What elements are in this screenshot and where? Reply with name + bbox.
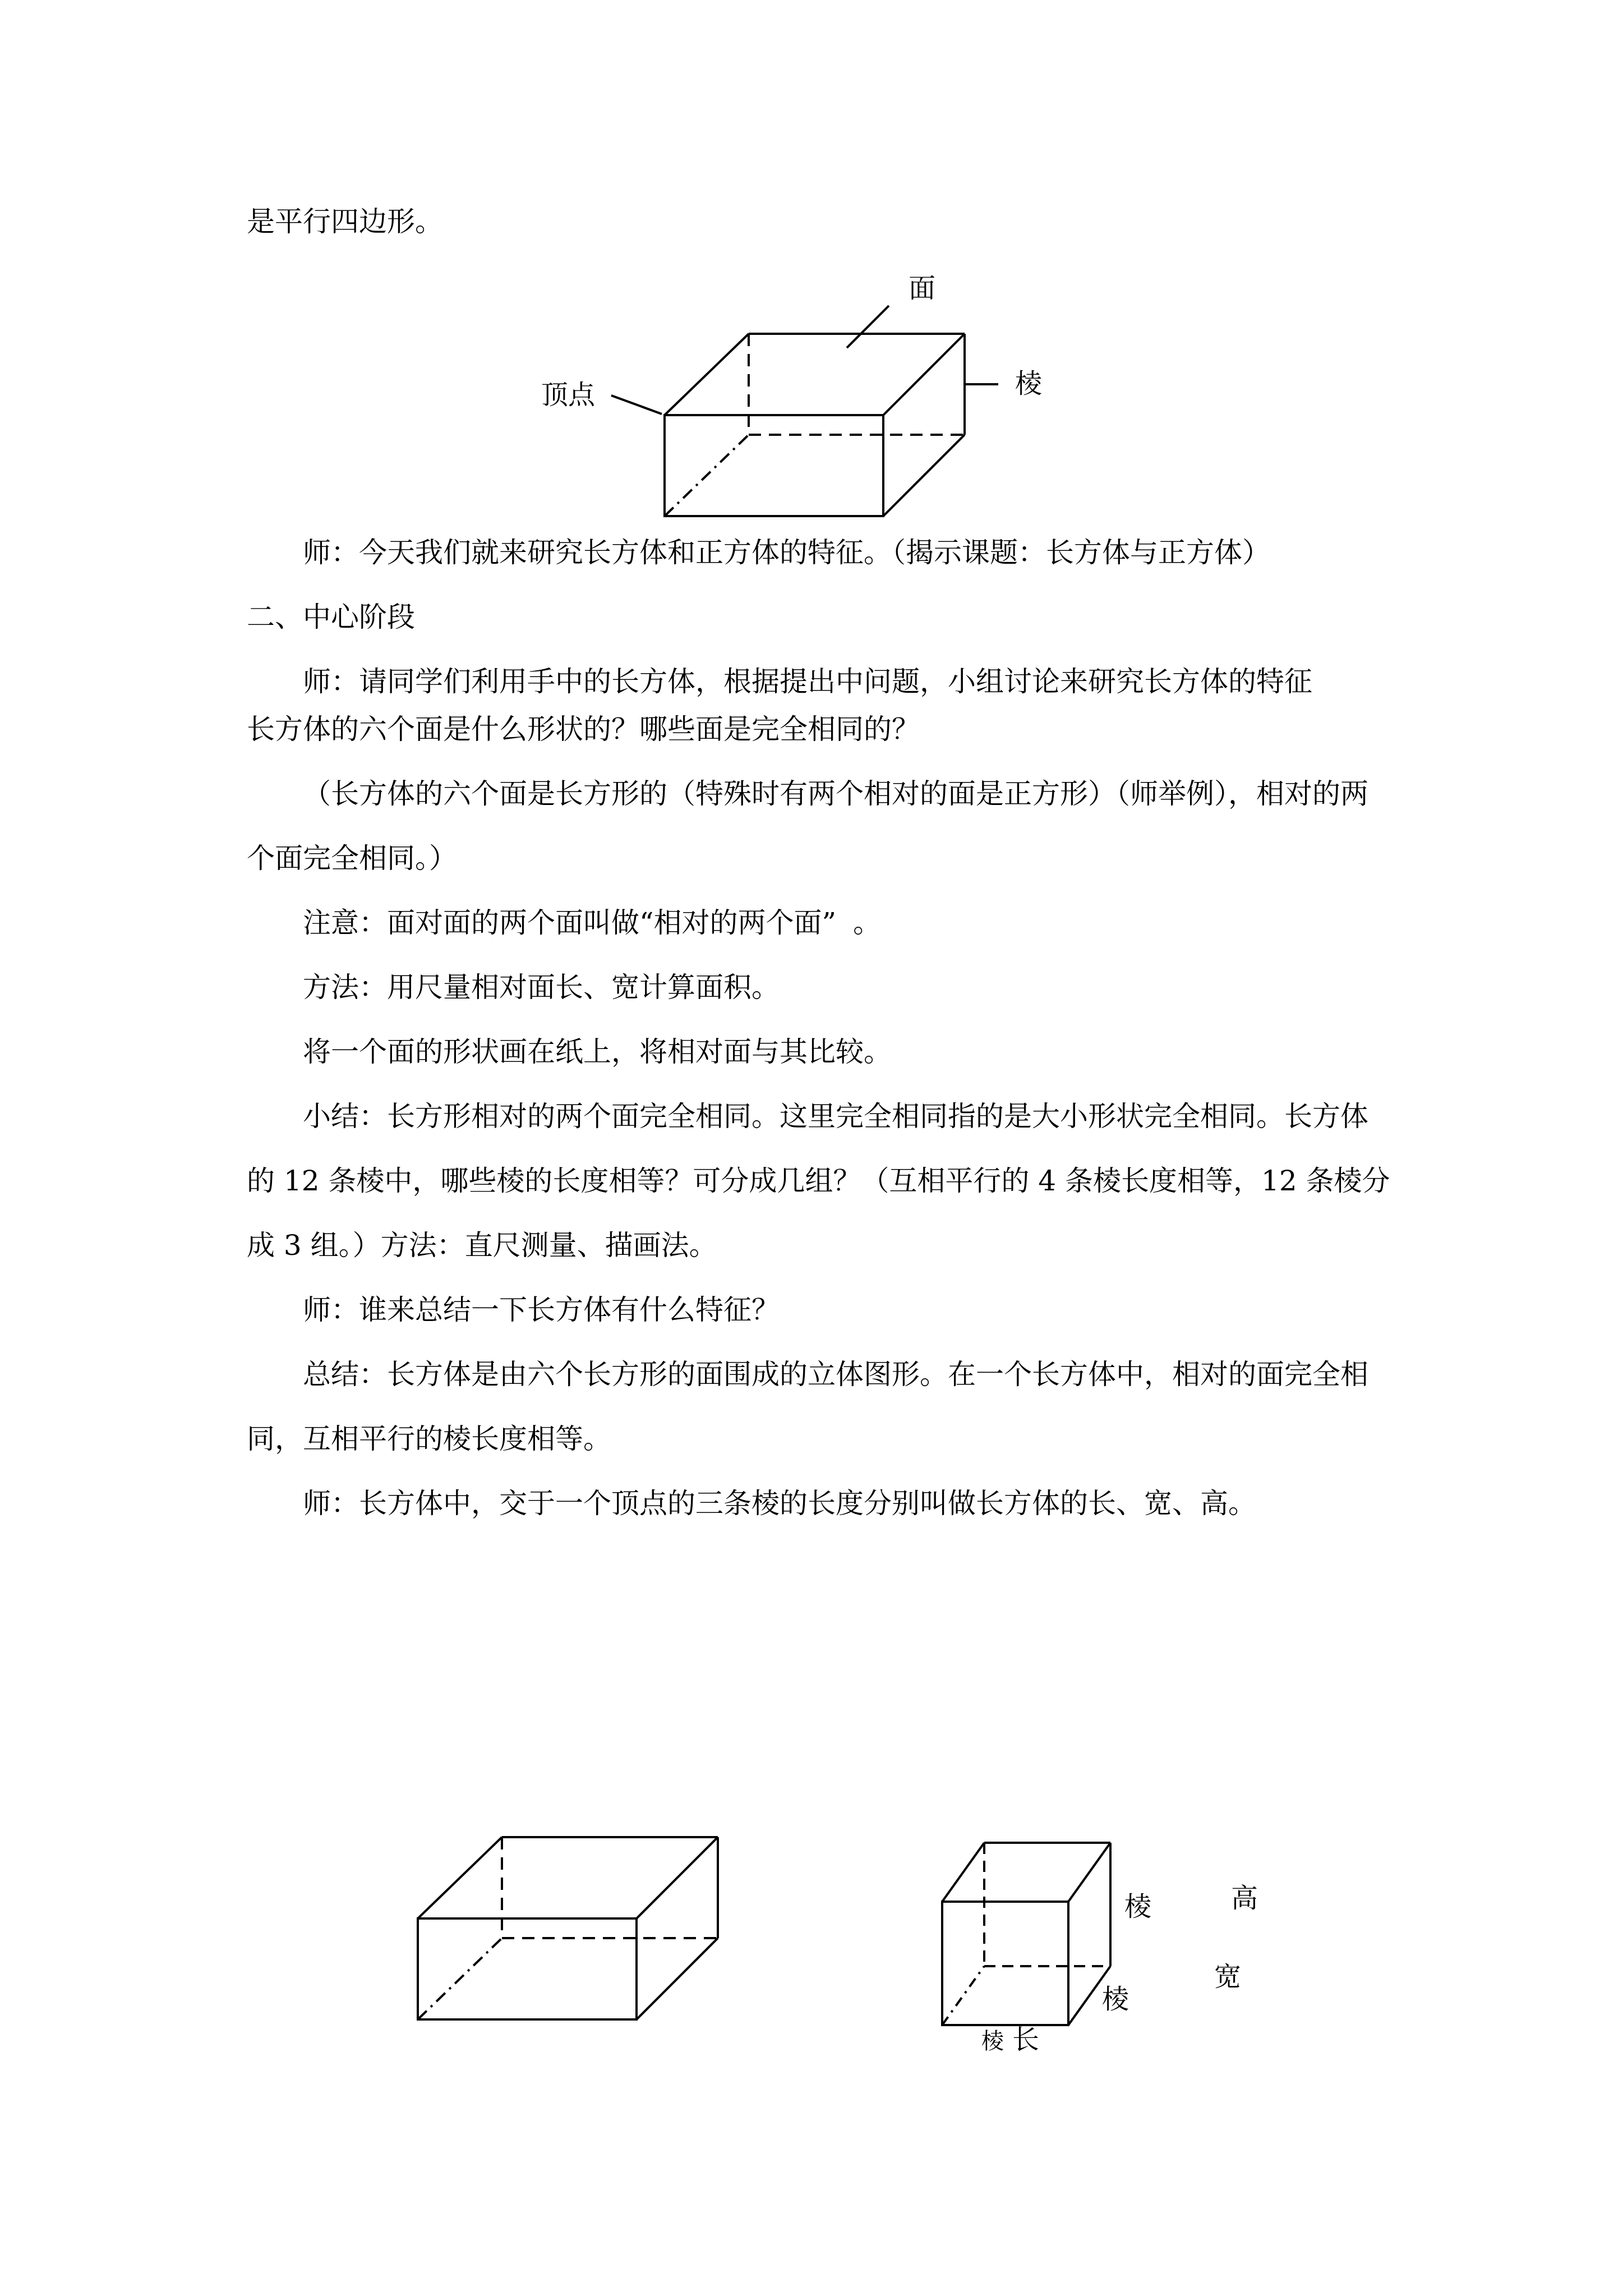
text-line: 师：今天我们就来研究长方体和正方体的特征。（揭示课题：长方体与正方体） xyxy=(303,536,1270,569)
text-line: 小结：长方形相对的两个面完全相同。这里完全相同指的是大小形状完全相同。长方体 xyxy=(303,1100,1368,1133)
text-line: 方法：用尺量相对面长、宽计算面积。 xyxy=(303,971,780,1004)
edge-label-height: 棱 xyxy=(1124,1891,1152,1922)
width-label: 宽 xyxy=(1214,1961,1242,1993)
note-text: 注意：面对面的两个面叫做“相对的两个面” xyxy=(303,907,837,939)
edge-label-width: 棱 xyxy=(1102,1984,1129,2015)
text-line: 将一个面的形状画在纸上，将相对面与其比较。 xyxy=(303,1036,892,1068)
text-line: 师：谁来总结一下长方体有什么特征？ xyxy=(303,1294,780,1326)
text-line: 成 3 组。）方法：直尺测量、描画法。 xyxy=(247,1229,717,1262)
length-label: 长 xyxy=(1012,2024,1040,2055)
cuboid-figure-labeled xyxy=(527,269,1066,527)
vertex-label: 顶点 xyxy=(541,379,596,411)
text-line: 同，互相平行的棱长度相等。 xyxy=(247,1423,611,1455)
cuboid-figure-dimensions xyxy=(920,1818,1312,2064)
text-line: 个面完全相同。） xyxy=(247,842,457,875)
text-line: 师：请同学们利用手中的长方体，根据提出中问题，小组讨论来研究长方体的特征 xyxy=(303,665,1312,698)
text-line: 是平行四边形。 xyxy=(247,205,443,238)
height-label: 高 xyxy=(1231,1883,1258,1914)
edge-label: 棱 xyxy=(1015,368,1043,399)
section-heading: 二、中心阶段 xyxy=(247,601,415,633)
face-label: 面 xyxy=(909,273,936,304)
note-period: 。 xyxy=(853,907,882,939)
text-line xyxy=(303,906,881,940)
text-line: 的 12 条棱中，哪些棱的长度相等？可分成几组？（互相平行的 4 条棱长度相等，12 条棱分 xyxy=(247,1165,1390,1197)
text-line: 长方体的六个面是什么形状的？哪些面是完全相同的？ xyxy=(247,713,920,746)
text-line: （长方体的六个面是长方形的（特殊时有两个相对的面是正方形）（师举例），相对的两 xyxy=(303,777,1368,810)
edge-label-length-mark: 棱 xyxy=(981,2028,1004,2054)
text-line: 师：长方体中，交于一个顶点的三条棱的长度分别叫做长方体的长、宽、高。 xyxy=(303,1487,1256,1520)
text-line: 总结：长方体是由六个长方形的面围成的立体图形。在一个长方体中，相对的面完全相 xyxy=(303,1358,1368,1391)
cuboid-figure-plain xyxy=(404,1823,740,2036)
